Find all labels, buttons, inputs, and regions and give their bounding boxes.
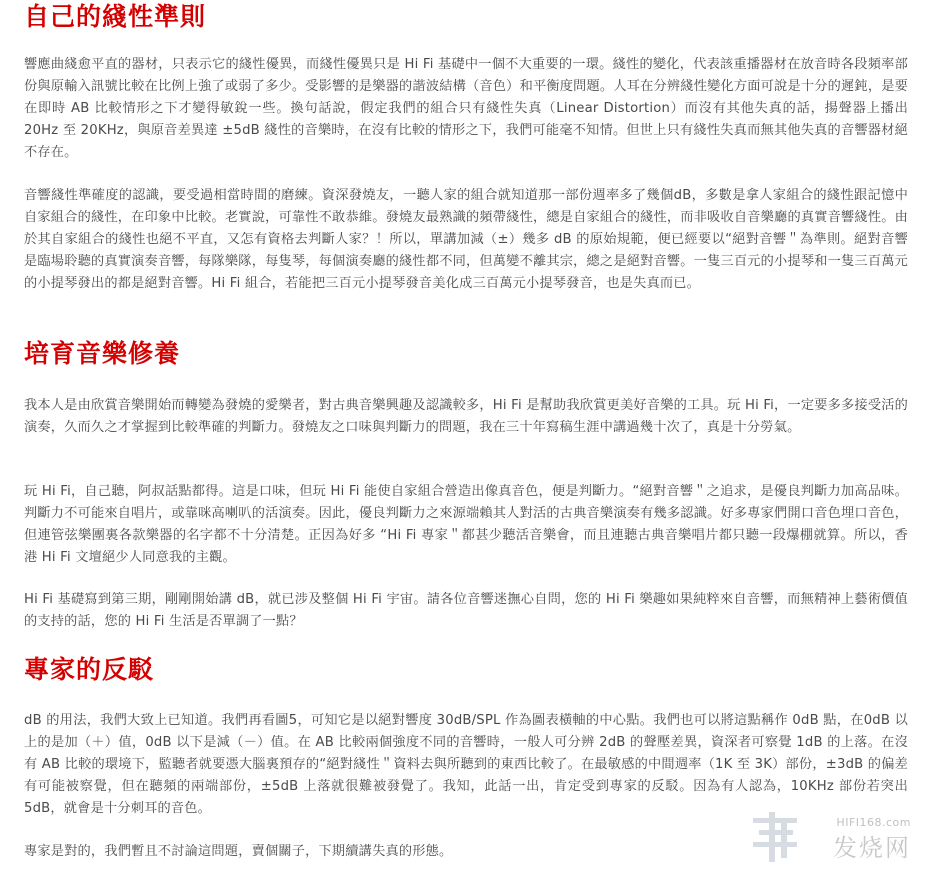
site-watermark <box>751 812 911 864</box>
watermark-name: 发烧网 <box>833 834 911 862</box>
section-heading: 自己的綫性準則 <box>24 2 207 31</box>
paragraph: 響應曲綫愈平直的器材，只表示它的綫性優異，而綫性優異只是 Hi Fi 基礎中一個不大重要的一環。綫性的變化，代表該重播器材在放音時各段頻率部份與原輸入訊號比較在比例上強了或弱了多少。受影響的是樂器的諧波結構（音色）和平衡度問題。人耳在分辨綫性變化方面可說是十分的遲鈍，是要在即時 AB 比較情形之下才變得敏銳一些。換句話說，假定我們的組合只有綫性失真（Linear Distortion）而沒有其他失真的話，揚聲器上播出 20Hz 至 20KHz，與原音差異達 ±5dB 綫性的音樂時，在沒有比較的情形之下，我們可能毫不知情。但世上只有綫性失真而無其他失真的音響器材絕不存在。 <box>24 57 908 160</box>
paragraph: 音響綫性準確度的認識，要受過相當時間的磨練。資深發燒友，一聽人家的組合就知道那一部份週率多了幾個dB，多數是拿人家組合的綫性跟記憶中自家組合的綫性，在印象中比較。老實說，可靠性不敢恭維。發燒友最熟識的頻帶綫性，總是自家組合的綫性，而非吸收自音樂廳的真實音響綫性。由於其自家組合的綫性也絕不平直，又怎有資格去判斷人家？！所以，單講加減（±）幾多 dB 的原始規範，便已經要以“絕對音響＂為準則。絕對音響是臨場聆聽的真實演奏音響，每隊樂隊，每隻琴，每個演奏廳的綫性都不同，但萬變不離其宗，總之是絕對音響。一隻三百元的小提琴和一隻三百萬元的小提琴發出的都是絕對音響。Hi Fi 組合，若能把三百元小提琴發音美化成三百萬元小提琴發音，也是失真而已。 <box>24 188 908 291</box>
hifi168-logo-icon <box>751 812 803 862</box>
paragraph: 玩 Hi Fi，自己聽，阿叔話點都得。這是口味，但玩 Hi Fi 能使自家組合營造出像真音色，便是判斷力。“絕對音響＂之追求，是優良判斷力加高品味。判斷力不可能來自唱片，或靠咪高喇叭的活演奏。因此，優良判斷力之來源端賴其人對活的古典音樂演奏有幾多認識。好多專家們開口音色埋口音色，但連管弦樂團裏各款樂器的名字都不十分清楚。正因為好多 “Hi Fi 專家＂都甚少聽活音樂會，而且連聽古典音樂唱片都只聽一段爆棚就算。所以，香港 Hi Fi 文壇絕少人同意我的主觀。 <box>24 484 908 565</box>
paragraph: 我本人是由欣賞音樂開始而轉變為發燒的愛樂者，對古典音樂興趣及認識較多，Hi Fi 是幫助我欣賞更美好音樂的工具。玩 Hi Fi，一定要多多接受活的演奏，久而久之才掌握到比較準確的判斷力。發燒友之口味與判斷力的問題，我在三十年寫稿生涯中講過幾十次了，真是十分勞氣。 <box>24 398 908 435</box>
paragraph: 專家是對的，我們暫且不討論這問題，賣個關子，下期續講失真的形態。 <box>24 844 453 859</box>
watermark-url: HIFI168.com <box>836 816 911 829</box>
paragraph: Hi Fi 基礎寫到第三期，剛剛開始講 dB，就已涉及整個 Hi Fi 宇宙。請各位音響迷撫心自問，您的 Hi Fi 樂趣如果純粹來自音響，而無精神上藝術價值的支持的話，您的 Hi Fi 生活是否單調了一點？ <box>24 592 908 629</box>
section-heading: 專家的反駁 <box>24 655 155 684</box>
section-heading: 培育音樂修養 <box>24 339 181 368</box>
paragraph: dB 的用法，我們大致上已知道。我們再看圖5，可知它是以絕對響度 30dB/SPL 作為圖表橫軸的中心點。我們也可以將這點稱作 0dB 點，在0dB 以上的是加（＋）值，0dB 以下是減（－）值。在 AB 比較兩個強度不同的音響時，一般人可分辨 2dB 的聲壓差異，資深者可察覺 1dB 的上落。在沒有 AB 比較的環境下，監聽者就要憑大腦裏預存的“絕對綫性＂資料去與所聽到的東西比較了。在最敏感的中間週率（1K 至 3K）部份，±3dB 的偏差有可能被察覺，但在聽頻的兩端部份，±5dB 上落就很難被發覺了。我知，此話一出，肯定受到專家的反駁。因為有人認為，10KHz 部份若突出 5dB，就會是十分刺耳的音色。 <box>24 713 908 816</box>
